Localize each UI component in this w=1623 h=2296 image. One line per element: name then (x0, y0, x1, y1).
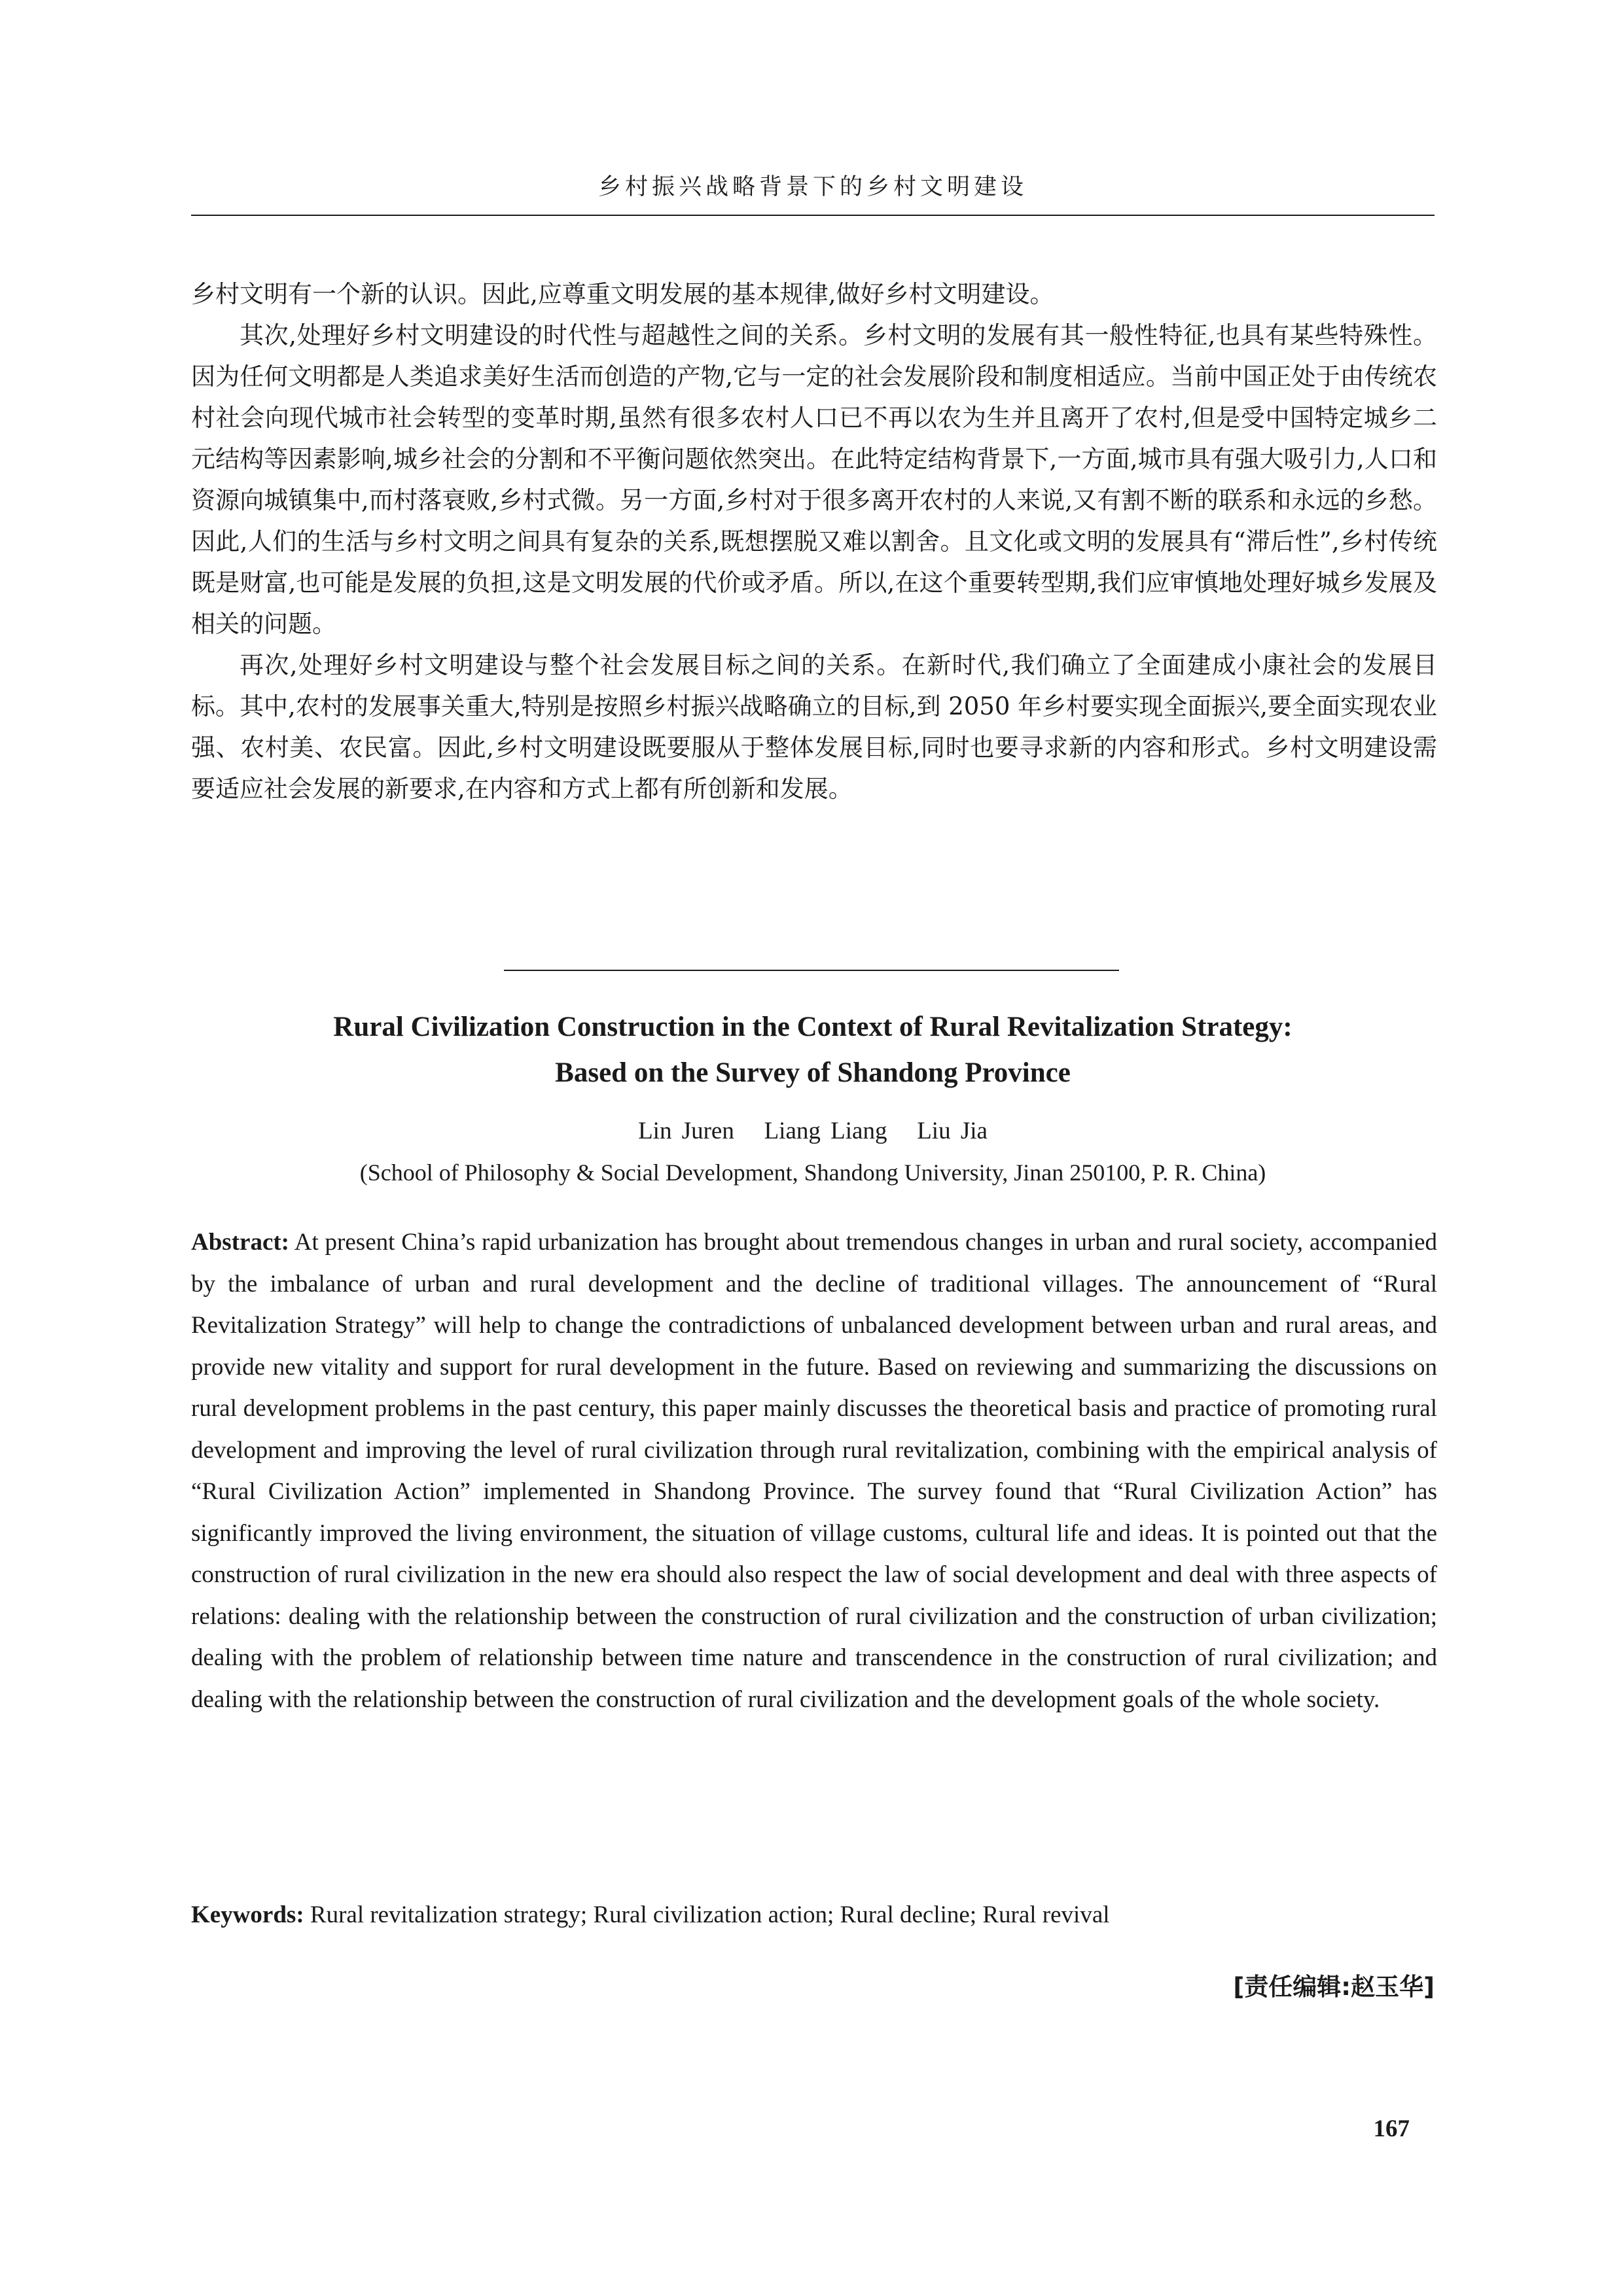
english-affiliation: (School of Philosophy & Social Development, Shandong University, Jinan 250100, P. R. China) (359, 1159, 1266, 1186)
english-title-line-1: Rural Civilization Construction in the Context of Rural Revitalization Strategy: (333, 1012, 1293, 1042)
chinese-paragraph-3: 再次,处理好乡村文明建设与整个社会发展目标之间的关系。在新时代,我们确立了全面建成小康社会的发展目标。其中,农村的发展事关重大,特别是按照乡村振兴战略确立的目标,到 2050 年乡村要实现全面振兴,要全面实现农业强、农村美、农民富。因此,乡村文明建设既要服从于整体发展目标,同时也要寻求新的内容和形式。乡村文明建设需要适应社会发展的新要求,在内容和方式上都有所创新和发展。 (191, 651, 1437, 803)
chinese-paragraph-1: 乡村文明有一个新的认识。因此,应尊重文明发展的基本规律,做好乡村文明建设。 (191, 280, 1054, 308)
chinese-paragraph-2: 其次,处理好乡村文明建设的时代性与超越性之间的关系。乡村文明的发展有其一般性特征,也具有某些特殊性。因为任何文明都是人类追求美好生活而创造的产物,它与一定的社会发展阶段和制度相适应。当前中国正处于由传统农村社会向现代城市社会转型的变革时期,虽然有很多农村人口已不再以农为生并且离开了农村,但是受中国特定城乡二元结构等因素影响,城乡社会的分割和不平衡问题依然突出。在此特定结构背景下,一方面,城市具有强大吸引力,人口和资源向城镇集中,而村落衰败,乡村式微。另一方面,乡村对于很多离开农村的人来说,又有割不断的联系和永远的乡愁。因此,人们的生活与乡村文明之间具有复杂的关系,既想摆脱又难以割舍。且文化或文明的发展具有“滞后性”,乡村传统既是财富,也可能是发展的负担,这是文明发展的代价或矛盾。所以,在这个重要转型期,我们应审慎地处理好城乡发展及相关的问题。 (191, 321, 1437, 638)
header-divider (191, 215, 1435, 216)
abstract-label: Abstract: (191, 1229, 290, 1256)
page-number: 167 (1373, 2115, 1410, 2142)
section-divider (504, 970, 1119, 971)
editor-note: [责任编辑:赵玉华] (1233, 1973, 1435, 2001)
english-title-line-2: Based on the Survey of Shandong Province (555, 1057, 1071, 1088)
keywords-text: Rural revitalization strategy; Rural civilization action; Rural decline; Rural revival (304, 1901, 1110, 1928)
running-header-title: 乡村振兴战略背景下的乡村文明建设 (597, 174, 1027, 200)
chinese-body-text (191, 274, 1437, 809)
abstract-text: At present China’s rapid urbanization has brought about tremendous changes in urban and rural society, accompanied by the imbalance of urban and rural development and the decline of traditional villages. The announcement of “Rural Revitalization Strategy” will help to change the contradictions of unbalanced development between urban and rural areas, and provide new vitality and support for rural development in the future. Based on reviewing and summarizing the discussions on rural development problems in the past century, this paper mainly discusses the theoretical basis and practice of promoting rural development and improving the level of rural civilization through rural revitalization, combining with the empirical analysis of “Rural Civilization Action” implemented in Shandong Province. The survey found that “Rural Civilization Action” has significantly improved the living environment, the situation of village customs, cultural life and ideas. It is pointed out that the construction of rural civilization in the new era should also respect the law of social development and deal with three aspects of relations: dealing with the relationship between the construction of rural civilization and the construction of urban civilization; dealing with the problem of relationship between time nature and transcendence in the construction of rural civilization; and dealing with the relationship between the construction of rural civilization and the development goals of the whole society. (191, 1229, 1437, 1713)
keywords-label: Keywords: (191, 1901, 304, 1928)
english-abstract (191, 1222, 1437, 1720)
english-keywords (191, 1894, 1437, 1935)
english-title (191, 1004, 1435, 1096)
english-authors: Lin Juren Liang Liang Liu Jia (638, 1118, 988, 1144)
